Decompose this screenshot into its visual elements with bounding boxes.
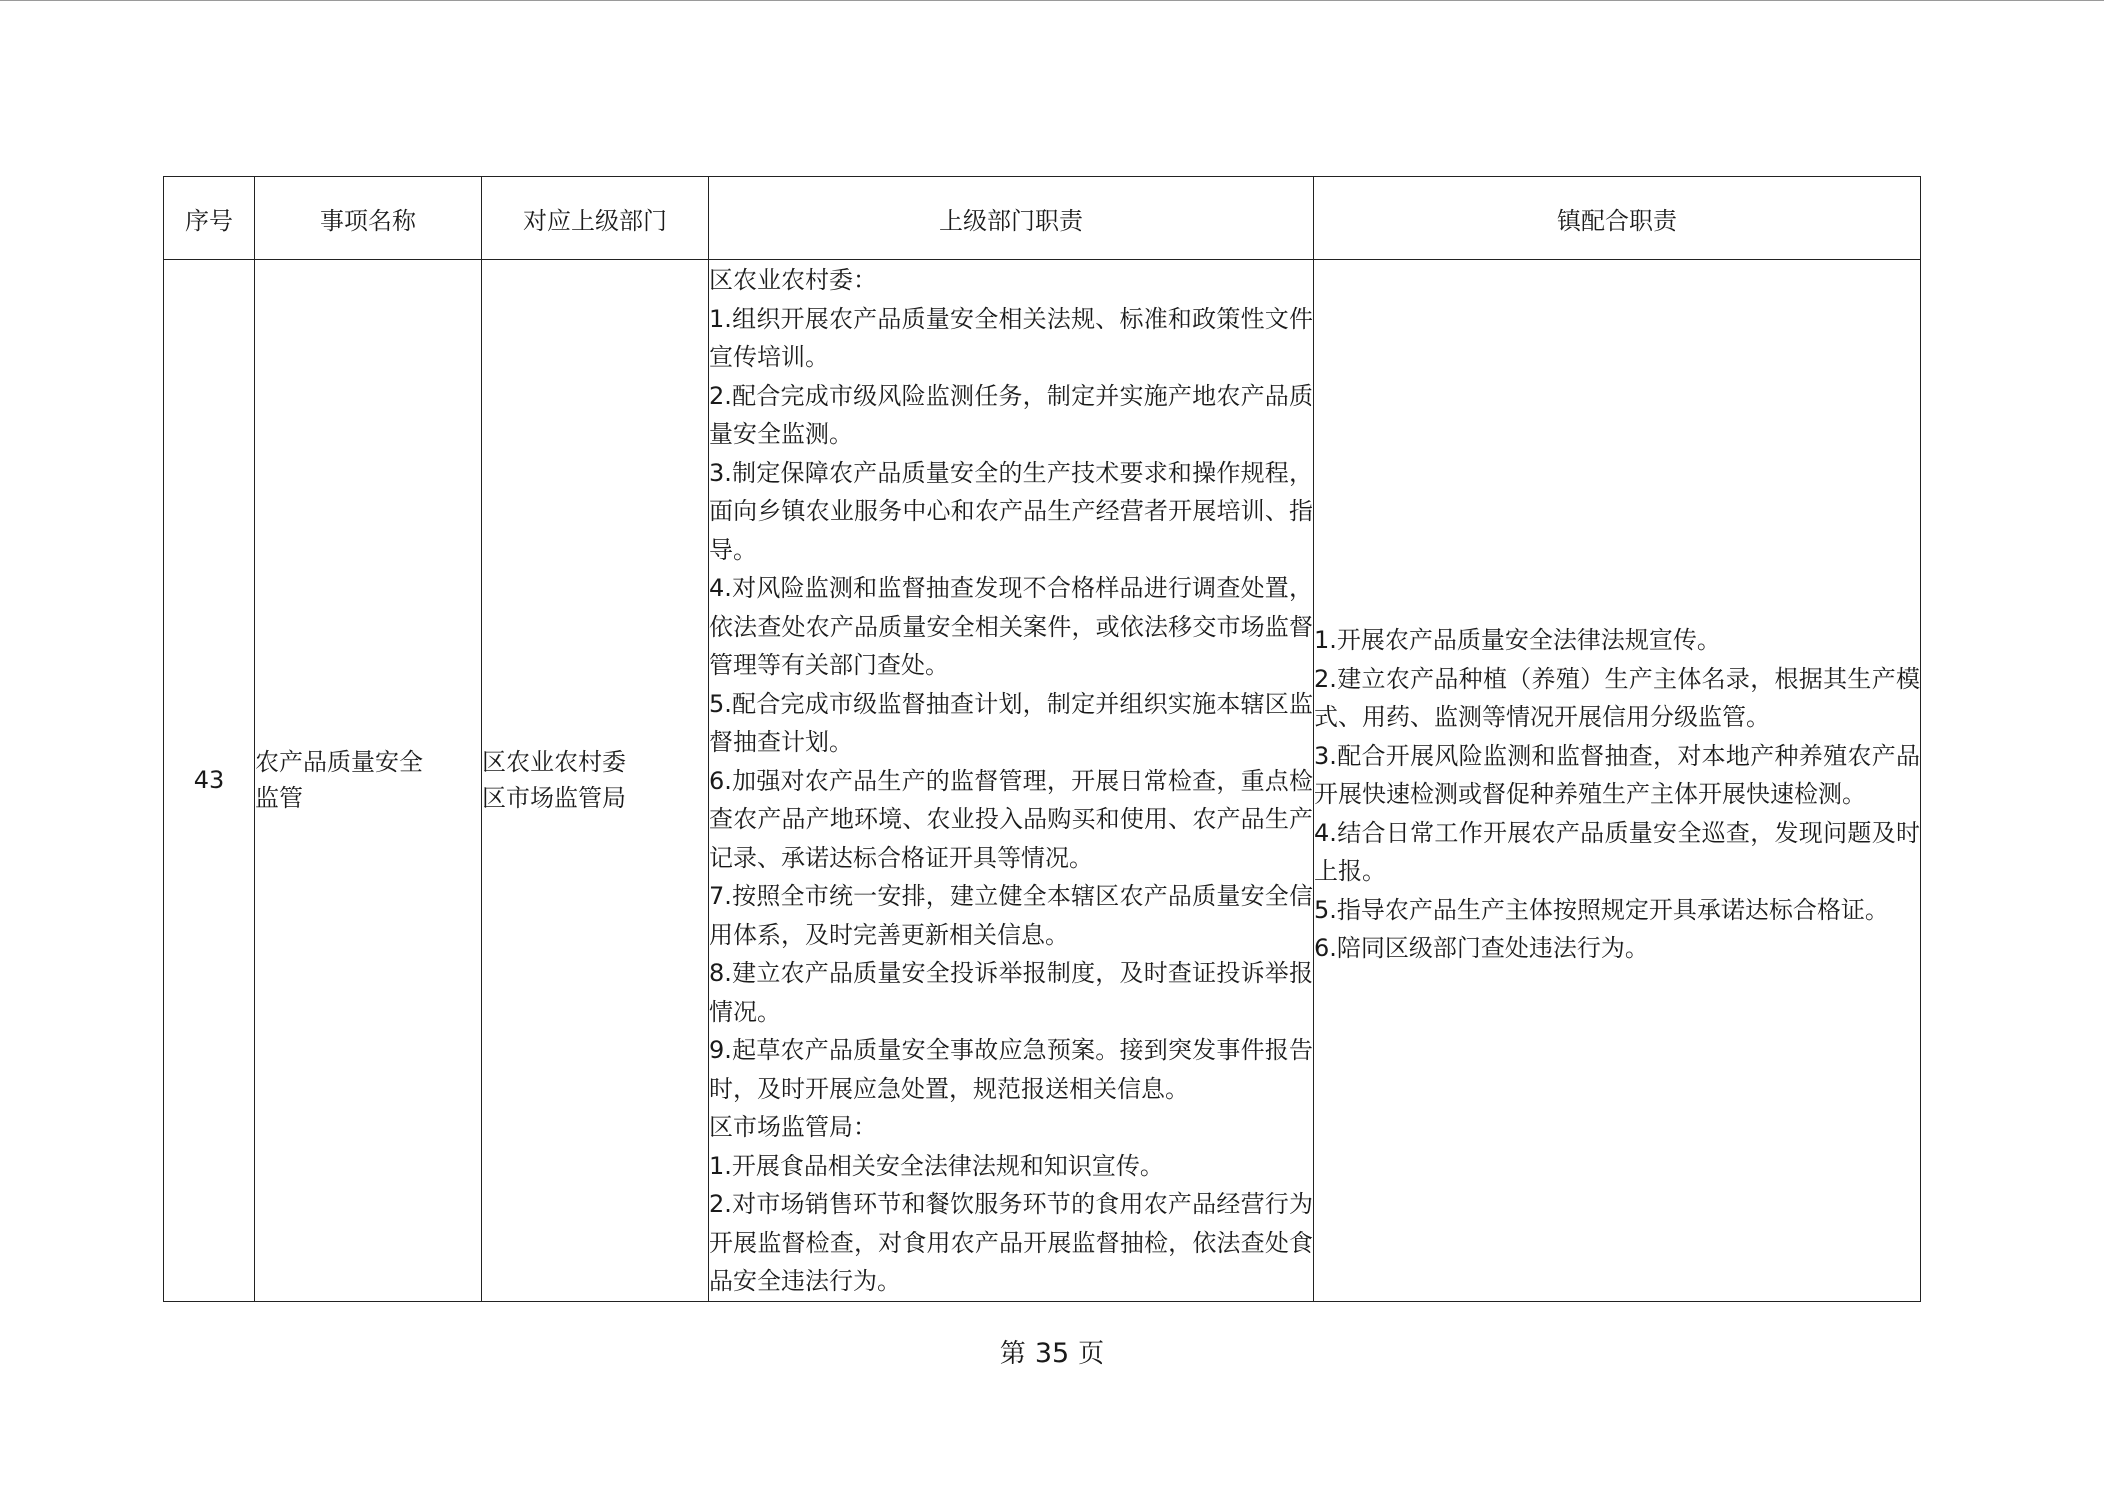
duty-item: 9.起草农产品质量安全事故应急预案。接到突发事件报告时，及时开展应急处置，规范报送相关信息。 <box>709 1036 1313 1103</box>
town-duty-item: 1.开展农产品质量安全法律法规宣传。 <box>1314 626 1721 654</box>
table-row <box>164 260 1921 1302</box>
duty-item: 5.配合完成市级监督抽查计划，制定并组织实施本辖区监督抽查计划。 <box>709 689 1313 756</box>
dept-name: 区市场监管局 <box>482 784 626 813</box>
town-duty-item: 3.配合开展风险监测和监督抽查，对本地产种养殖农产品开展快速检测或督促种养殖生产主体开展快速检测。 <box>1314 741 1920 808</box>
duty-item: 6.加强对农产品生产的监督管理，开展日常检查，重点检查农产品产地环境、农业投入品购买和使用、农产品生产记录、承诺达标合格证开具等情况。 <box>709 766 1313 872</box>
duty-item: 8.建立农产品质量安全投诉举报制度，及时查证投诉举报情况。 <box>709 959 1313 1026</box>
superior-duties-cell <box>709 260 1314 1302</box>
header-superior-dept: 对应上级部门 <box>482 177 709 260</box>
duty-item: 1.组织开展农产品质量安全相关法规、标准和政策性文件宣传培训。 <box>709 304 1313 371</box>
dept-heading: 区市场监管局： <box>709 1113 877 1141</box>
dept-name: 区农业农村委 <box>482 748 626 777</box>
superior-dept-cell <box>482 260 709 1302</box>
dept-heading: 区农业农村委： <box>709 266 877 294</box>
town-duties-cell <box>1314 260 1921 1302</box>
duty-item: 2.对市场销售环节和餐饮服务环节的食用农产品经营行为开展监督检查，对食用农产品开展监督抽检，依法查处食品安全违法行为。 <box>709 1190 1313 1295</box>
page-footer <box>0 1333 2104 1370</box>
page-prefix: 第 <box>999 1339 1026 1369</box>
town-duty-item: 4.结合日常工作开展农产品质量安全巡查，发现问题及时上报。 <box>1314 818 1920 885</box>
duty-item: 4.对风险监测和监督抽查发现不合格样品进行调查处置，依法查处农产品质量安全相关案件，或依法移交市场监督管理等有关部门查处。 <box>709 574 1313 679</box>
item-name-line: 农产品质量安全 <box>255 748 423 777</box>
town-duty-item: 6.陪同区级部门查处违法行为。 <box>1314 934 1649 962</box>
item-name-line: 监管 <box>255 784 303 813</box>
duty-item: 3.制定保障农产品质量安全的生产技术要求和操作规程，面向乡镇农业服务中心和农产品生产经营者开展培训、指导。 <box>709 458 1313 564</box>
town-duty-item: 2.建立农产品种植（养殖）生产主体名录，根据其生产模式、用药、监测等情况开展信用分级监管。 <box>1314 664 1920 731</box>
table-header-row <box>164 177 1921 260</box>
town-duty-item: 5.指导农产品生产主体按照规定开具承诺达标合格证。 <box>1314 895 1889 924</box>
top-border-line <box>0 0 2104 1</box>
duty-item: 7.按照全市统一安排，建立健全本辖区农产品质量安全信用体系，及时完善更新相关信息。 <box>709 882 1313 949</box>
header-superior-duties: 上级部门职责 <box>709 177 1314 260</box>
header-item-name: 事项名称 <box>255 177 482 260</box>
header-number: 序号 <box>164 177 255 260</box>
page-number: 35 <box>1034 1338 1070 1369</box>
header-town-duties: 镇配合职责 <box>1314 177 1921 260</box>
duty-item: 2.配合完成市级风险监测任务，制定并实施产地农产品质量安全监测。 <box>709 381 1313 448</box>
duty-item: 1.开展食品相关安全法律法规和知识宣传。 <box>709 1151 1164 1180</box>
page-suffix: 页 <box>1078 1339 1105 1369</box>
item-name-cell <box>255 260 482 1302</box>
row-number: 43 <box>164 260 255 1302</box>
duty-table <box>163 176 1921 1302</box>
